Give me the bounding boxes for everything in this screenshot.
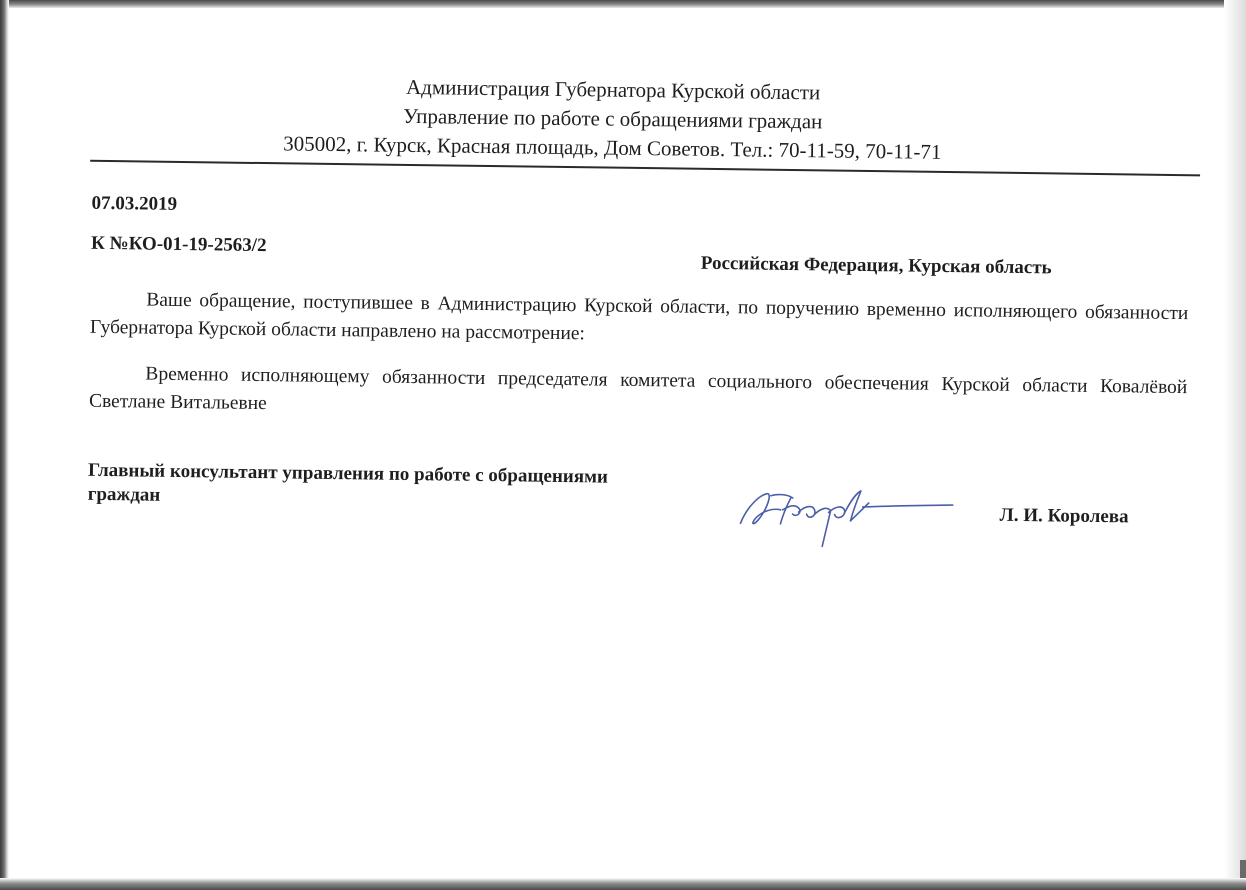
body-paragraph-2: Временно исполняющему обязанности председателя комитета социального обеспечения Курской области Ковалёвой Светлане Витальевне xyxy=(88,363,1188,415)
recipient-region: Российская Федерация, Курская область xyxy=(700,252,1052,279)
letterhead-address: 305002, г. Курск, Красная площадь, Дом Советов. Тел.: 70-11-59, 70-11-71 xyxy=(283,131,942,164)
registration-number: К №КО-01-19-2563/2 xyxy=(90,232,267,257)
signer-position: Главный консультант управления по работе с обращениями граждан xyxy=(87,459,609,506)
letterhead-organization: Администрация Губернатора Курской области xyxy=(405,74,821,105)
handwritten-signature xyxy=(732,479,963,552)
scan-edge-bottom xyxy=(0,878,1246,890)
body-paragraph-1: Ваше обращение, поступившее в Администрацию Курской области, по поручению временно исполняющего обязанности Губернатора Курской области направлено на рассмотрение: xyxy=(89,289,1189,345)
letterhead-divider xyxy=(90,160,1200,177)
letter-date: 07.03.2019 xyxy=(91,192,178,215)
scan-edge-left xyxy=(0,0,9,890)
letterhead-department: Управление по работе с обращениями граждан xyxy=(403,103,823,134)
scan-edge-top xyxy=(0,0,1246,8)
signer-name: Л. И. Королева xyxy=(999,504,1129,528)
scan-edge-right xyxy=(1224,0,1246,890)
